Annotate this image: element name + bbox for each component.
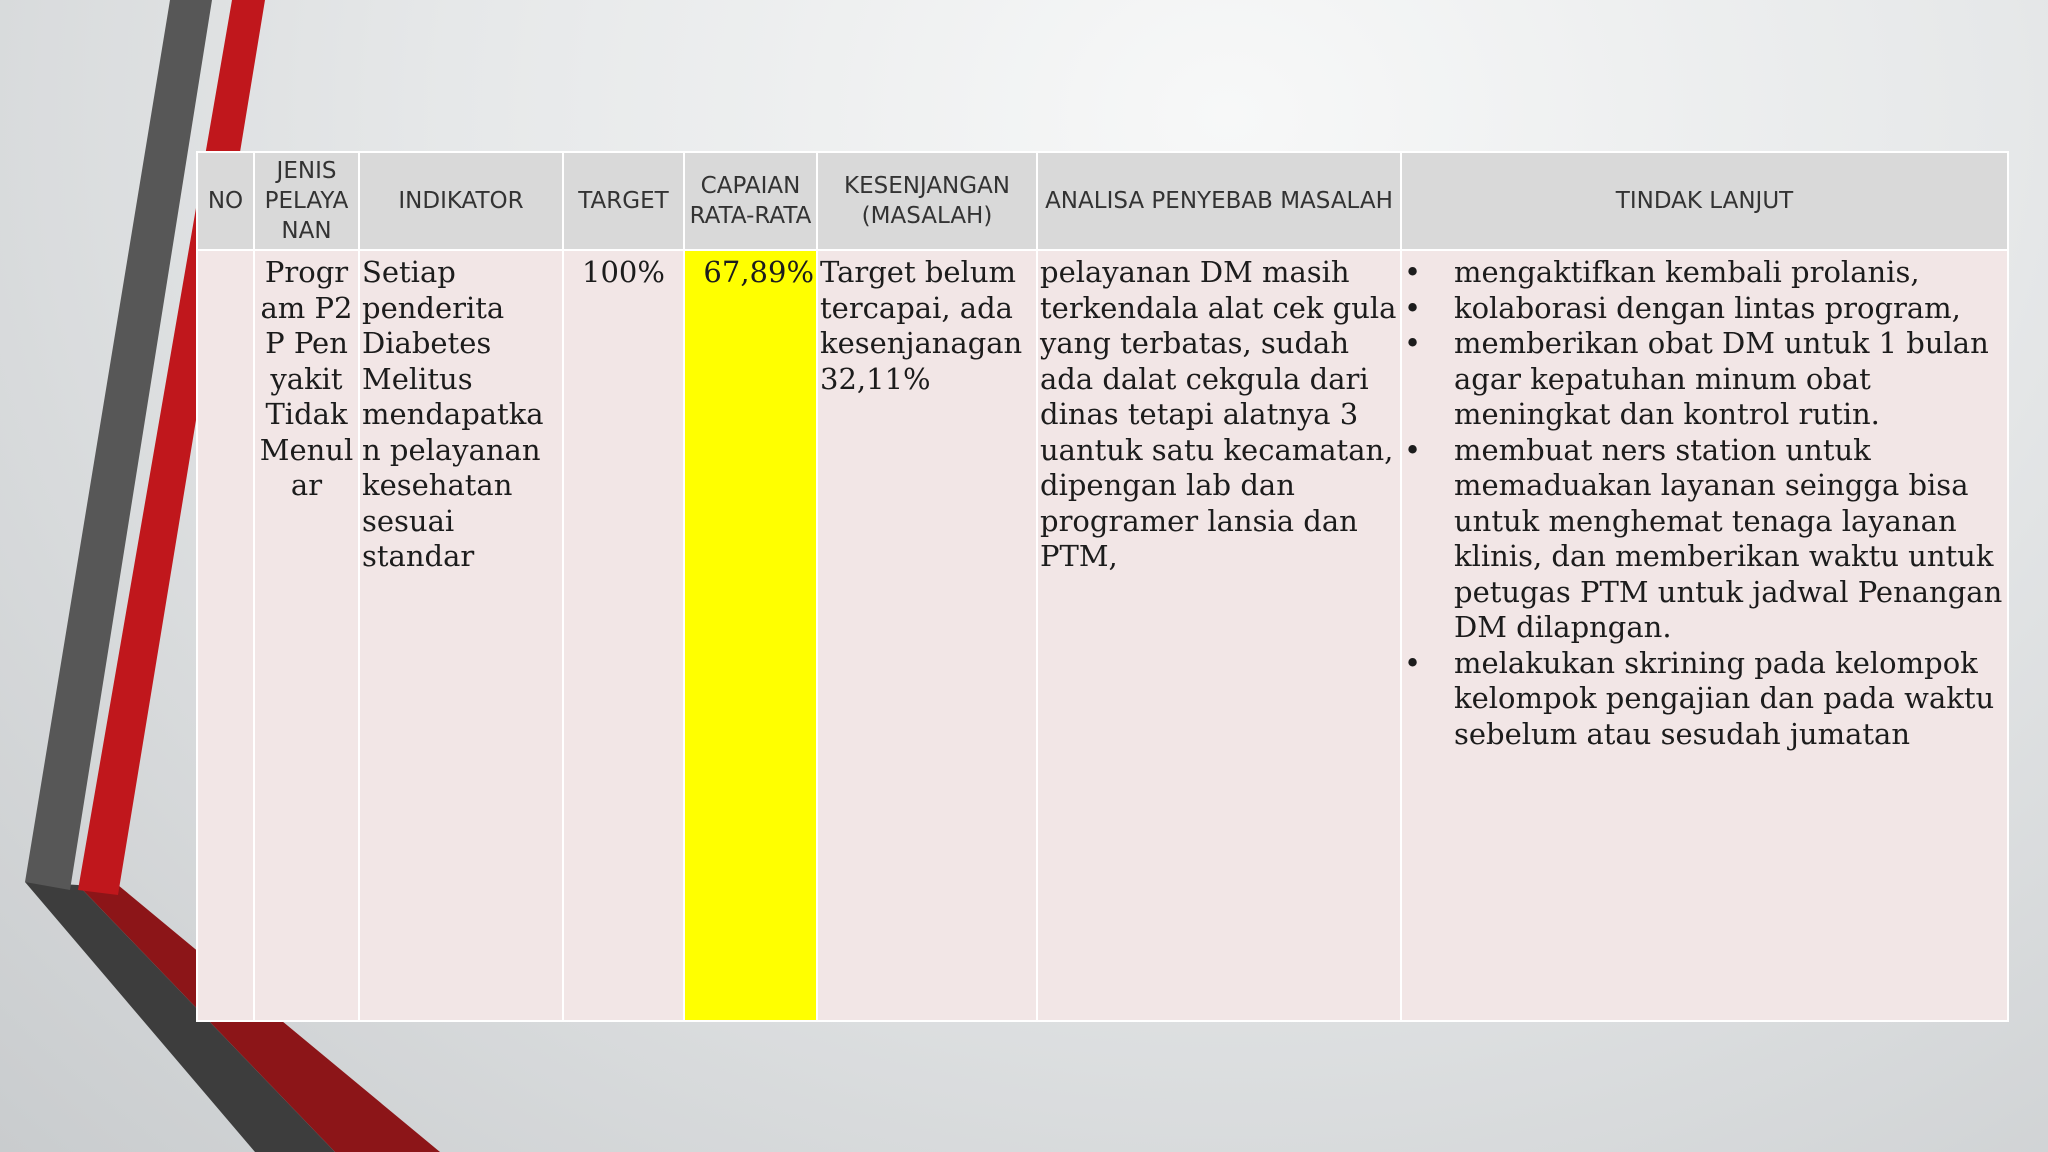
header-target: TARGET <box>563 152 684 250</box>
tindak-lanjut-list <box>1404 255 2005 752</box>
header-analisa: ANALISA PENYEBAB MASALAH <box>1037 152 1401 250</box>
list-item: • memberikan obat DM untuk 1 bulan agar kepatuhan minum obat meningkat dan kontrol rutin. <box>1404 326 2005 433</box>
data-table <box>196 151 2009 1022</box>
table-header-row <box>197 152 2008 250</box>
list-item: • mengaktifkan kembali prolanis, <box>1404 255 2005 291</box>
header-no: NO <box>197 152 254 250</box>
cell-jenis-pelayanan: Program P2P Penyakit Tidak Menular <box>254 250 359 1021</box>
header-capaian: CAPAIAN RATA-RATA <box>684 152 817 250</box>
cell-no <box>197 250 254 1021</box>
list-item: • kolaborasi dengan lintas program, <box>1404 291 2005 327</box>
table-row <box>197 250 2008 1021</box>
cell-kesenjangan: Target belum tercapai, ada kesenjanagan 32,11% <box>817 250 1037 1021</box>
cell-analisa: pelayanan DM masih terkendala alat cek gula yang terbatas, sudah ada dalat cekgula dari dinas tetapi alatnya 3 uantuk satu kecamatan, dipengan lab dan programer lansia dan PTM, <box>1037 250 1401 1021</box>
cell-capaian: 67,89% <box>684 250 817 1021</box>
list-item: • melakukan skrining pada kelompok kelompok pengajian dan pada waktu sebelum atau sesudah jumatan <box>1404 646 2005 753</box>
list-item: • membuat ners station untuk memaduakan layanan seingga bisa untuk menghemat tenaga layanan klinis, dan memberikan waktu untuk petugas PTM untuk jadwal Penangan DM dilapngan. <box>1404 433 2005 646</box>
cell-indikator: Setiap penderita Diabetes Melitus mendapatkan pelayanan kesehatan sesuai standar <box>359 250 563 1021</box>
header-kesenjangan: KESENJANGAN (MASALAH) <box>817 152 1037 250</box>
cell-tindak-lanjut <box>1401 250 2008 1021</box>
header-indikator: INDIKATOR <box>359 152 563 250</box>
cell-target: 100% <box>563 250 684 1021</box>
header-jenis-pelayanan: JENIS PELAYA NAN <box>254 152 359 250</box>
header-tindak-lanjut: TINDAK LANJUT <box>1401 152 2008 250</box>
